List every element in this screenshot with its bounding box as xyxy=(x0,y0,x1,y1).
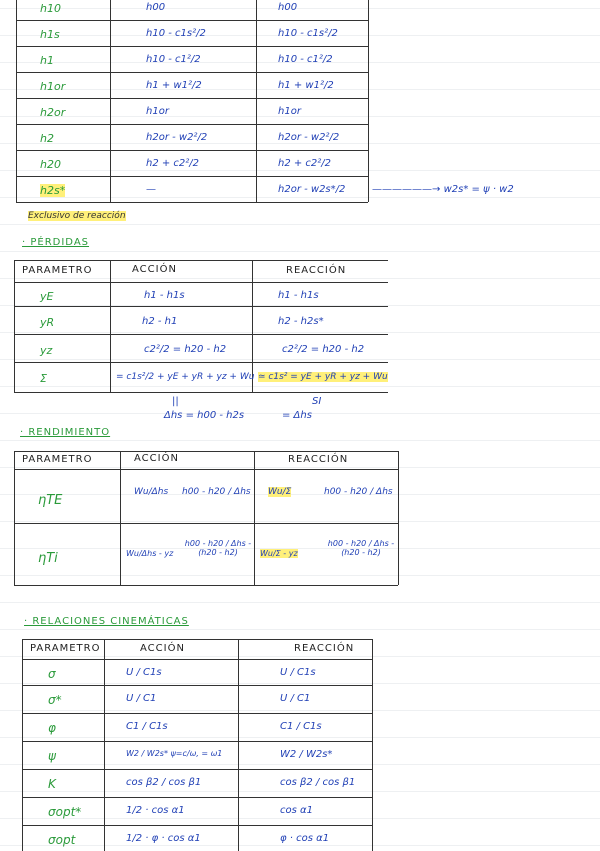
perdidas-header-reaccion: REACCIÓN xyxy=(286,265,347,276)
cinematicas-reaccion: C1 / C1s xyxy=(280,721,322,732)
cinematicas-param: ψ xyxy=(48,749,56,763)
cinematicas-reaccion: U / C1s xyxy=(280,667,316,678)
cinematicas-accion: U / C1 xyxy=(126,693,157,704)
cinematicas-param: σ* xyxy=(48,693,62,707)
row-divider xyxy=(16,176,368,177)
row-divider xyxy=(16,202,368,203)
perdidas-param: yz xyxy=(40,344,53,357)
perdidas-heading: · PÉRDIDAS xyxy=(22,237,90,248)
cinematicas-reaccion: U / C1 xyxy=(280,693,311,704)
row-divider xyxy=(16,150,368,151)
rendimiento-reaccion-l: Wu/Σ xyxy=(268,487,292,497)
top-table-accion: h00 xyxy=(146,2,166,13)
rendimiento-header-accion: ACCIÓN xyxy=(134,453,179,464)
top-table-reaccion: h1 + w1²/2 xyxy=(278,80,334,91)
arrow-note: ——————→ w2s* = ψ · w2 xyxy=(372,184,514,195)
rendimiento-param: ηTE xyxy=(38,493,63,508)
rendimiento-accion-r: h00 - h20 / Δhs xyxy=(182,487,251,497)
perdidas-accion: h2 - h1 xyxy=(142,316,178,327)
top-table-reaccion: h10 - c1²/2 xyxy=(278,54,333,65)
rendimiento-header-param: PARAMETRO xyxy=(22,454,93,465)
cinematicas-header-param: PARAMETRO xyxy=(30,643,101,654)
cinematicas-accion: cos β2 / cos β1 xyxy=(126,777,202,788)
top-table-accion: — xyxy=(146,184,156,195)
top-table-param: h1or xyxy=(40,80,66,93)
cinematicas-header-accion: ACCIÓN xyxy=(140,643,185,654)
rendimiento-accion-r: h00 - h20 / Δhs - (h20 - h2) xyxy=(184,539,252,557)
top-table-param: h1 xyxy=(40,54,54,67)
top-table-accion: h10 - c1²/2 xyxy=(146,54,201,65)
cinematicas-table xyxy=(22,639,372,851)
cinematicas-accion: W2 / W2s* ψ=c/ω, = ω1 xyxy=(126,749,223,758)
top-table-accion: h2 + c2²/2 xyxy=(146,158,200,169)
rendimiento-header-reaccion: REACCIÓN xyxy=(288,454,349,465)
top-table-reaccion: h2or - w2s*/2 xyxy=(278,184,346,195)
perdidas-table xyxy=(14,260,388,392)
rendimiento-accion-l: Wu/Δhs - yz xyxy=(126,549,174,558)
perdidas-reaccion: c2²/2 = h20 - h2 xyxy=(282,344,365,355)
perdidas-header-accion: ACCIÓN xyxy=(132,264,177,275)
perdidas-header-param: PARAMETRO xyxy=(22,265,93,276)
notebook-line xyxy=(0,251,600,252)
rendimiento-reaccion-r: h00 - h20 / Δhs - (h20 - h2) xyxy=(327,539,395,557)
top-table-accion: h10 - c1s²/2 xyxy=(146,28,206,39)
cinematicas-param: K xyxy=(48,777,56,791)
cinematicas-accion: C1 / C1s xyxy=(126,721,168,732)
cinematicas-param: σopt xyxy=(48,833,76,847)
top-table-reaccion: h1or xyxy=(278,106,301,117)
cinematicas-header-reaccion: REACCIÓN xyxy=(294,643,355,654)
top-table-reaccion: h2 + c2²/2 xyxy=(278,158,332,169)
notebook-line xyxy=(0,440,600,441)
row-divider xyxy=(16,98,368,99)
top-table-param: h20 xyxy=(40,158,61,171)
cinematicas-reaccion: W2 / W2s* xyxy=(280,749,333,760)
cinematicas-reaccion: cos β2 / cos β1 xyxy=(280,777,356,788)
cinematicas-param: σopt* xyxy=(48,805,82,819)
top-table-accion: h1or xyxy=(146,106,169,117)
top-table-reaccion: h10 - c1s²/2 xyxy=(278,28,338,39)
perdidas-reaccion: h2 - h2s* xyxy=(278,316,324,327)
perdidas-param: yR xyxy=(40,316,55,329)
top-table xyxy=(16,0,368,202)
cinematicas-accion: 1/2 · φ · cos α1 xyxy=(126,833,201,844)
perdidas-mark-reaccion: SI xyxy=(312,396,322,407)
row-divider xyxy=(16,72,368,73)
perdidas-param: yE xyxy=(40,290,54,303)
perdidas-mark-accion: || xyxy=(172,396,179,407)
cinematicas-param: φ xyxy=(48,721,56,735)
cinematicas-accion: 1/2 · cos α1 xyxy=(126,805,185,816)
top-table-accion: h2or - w2²/2 xyxy=(146,132,208,143)
footnote: Exclusivo de reacción xyxy=(28,211,126,221)
top-table-accion: h1 + w1²/2 xyxy=(146,80,202,91)
cinematicas-param: σ xyxy=(48,667,56,681)
rendimiento-reaccion-l: Wu/Σ - yz xyxy=(260,549,298,558)
perdidas-param: Σ xyxy=(40,372,47,385)
perdidas-below-reaccion: = Δhs xyxy=(282,410,312,421)
perdidas-accion: = c1s²/2 + yE + yR + yz + Wu xyxy=(116,372,255,382)
notebook-line xyxy=(0,224,600,225)
top-table-param: h2s* xyxy=(40,184,66,197)
notebook-line xyxy=(0,602,600,603)
top-table-param: h2 xyxy=(40,132,54,145)
rendimiento-heading: · RENDIMIENTO xyxy=(20,427,111,438)
cinematicas-accion: U / C1s xyxy=(126,667,162,678)
rendimiento-reaccion-r: h00 - h20 / Δhs xyxy=(324,487,393,497)
top-table-reaccion: h2or - w2²/2 xyxy=(278,132,340,143)
top-table-param: h1s xyxy=(40,28,60,41)
perdidas-reaccion: h1 - h1s xyxy=(278,290,319,301)
row-divider xyxy=(16,124,368,125)
top-table-reaccion: h00 xyxy=(278,2,298,13)
notebook-line xyxy=(0,629,600,630)
cinematicas-heading: · RELACIONES CINEMÁTICAS xyxy=(24,616,189,627)
row-divider xyxy=(16,46,368,47)
rendimiento-accion-l: Wu/Δhs xyxy=(134,487,169,497)
cinematicas-reaccion: cos α1 xyxy=(280,805,313,816)
top-table-param: h2or xyxy=(40,106,66,119)
perdidas-below-accion: Δhs = h00 - h2s xyxy=(164,410,245,421)
top-table-param: h10 xyxy=(40,2,61,15)
rendimiento-table xyxy=(14,451,398,585)
perdidas-accion: h1 - h1s xyxy=(144,290,185,301)
perdidas-reaccion: ≃ c1s² = yE + yR + yz + Wu xyxy=(258,372,388,382)
cinematicas-reaccion: φ · cos α1 xyxy=(280,833,330,844)
perdidas-accion: c2²/2 = h20 - h2 xyxy=(144,344,227,355)
row-divider xyxy=(16,20,368,21)
rendimiento-param: ηTi xyxy=(38,551,58,566)
